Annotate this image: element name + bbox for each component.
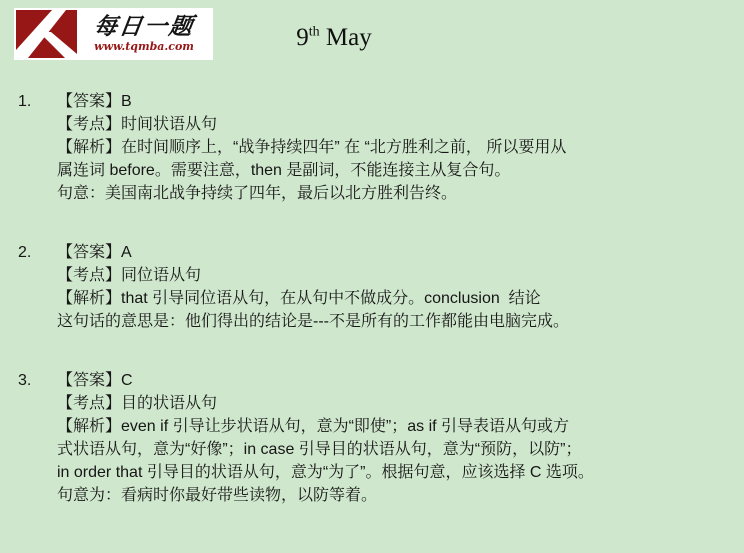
- analysis-line: 句意为：看病时你最好带些读物，以防等着。: [57, 487, 378, 504]
- logo-site-name: 每日一题: [92, 12, 196, 40]
- title-ordinal: th: [308, 24, 320, 40]
- item-number: 1.: [18, 93, 32, 110]
- analysis-line: 句意：美国南北战争持续了四年，最后以北方胜利告终。: [57, 185, 458, 202]
- answer-key-list: [0, 90, 744, 507]
- keypoint-line: 【考点】同位语从句: [57, 267, 202, 284]
- analysis-line: in order that 引导目的状语从句，意为“为了”。根据句意，应该选择 C 选项。: [57, 464, 594, 481]
- analysis-line: 式状语从句，意为“好像”；in case 引导目的状语从句，意为“预防，以防”；: [57, 441, 582, 458]
- answer-line: 【答案】A: [57, 244, 132, 261]
- question-item-3: [0, 369, 744, 507]
- keypoint-line: 【考点】目的状语从句: [57, 395, 218, 412]
- analysis-line: 这句话的意思是：他们得出的结论是---不是所有的工作都能由电脑完成。: [57, 313, 569, 330]
- keypoint-line: 【考点】时间状语从句: [57, 116, 218, 133]
- title-month: May: [325, 24, 372, 51]
- title-day: 9: [296, 24, 309, 51]
- analysis-line: 【解析】even if 引导让步状语从句，意为“即使”；as if 引导表语从句或方: [57, 418, 570, 435]
- answer-line: 【答案】B: [57, 93, 132, 110]
- answer-line: 【答案】C: [57, 372, 133, 389]
- item-number: 3.: [18, 372, 32, 389]
- analysis-line: 属连词 before。需要注意，then 是副词，不能连接主从复合句。: [57, 162, 511, 179]
- analysis-line: 【解析】在时间顺序上，“战争持续四年” 在 “北方胜利之前， 所以要用从: [57, 139, 567, 156]
- page-title: [0, 24, 706, 52]
- analysis-line: 【解析】that 引导同位语从句，在从句中不做成分。conclusion 结论: [57, 290, 541, 307]
- logo-site-url: www.tqmba.com: [94, 40, 194, 54]
- question-item-2: [0, 241, 744, 333]
- item-number: 2.: [18, 244, 32, 261]
- question-item-1: [0, 90, 744, 205]
